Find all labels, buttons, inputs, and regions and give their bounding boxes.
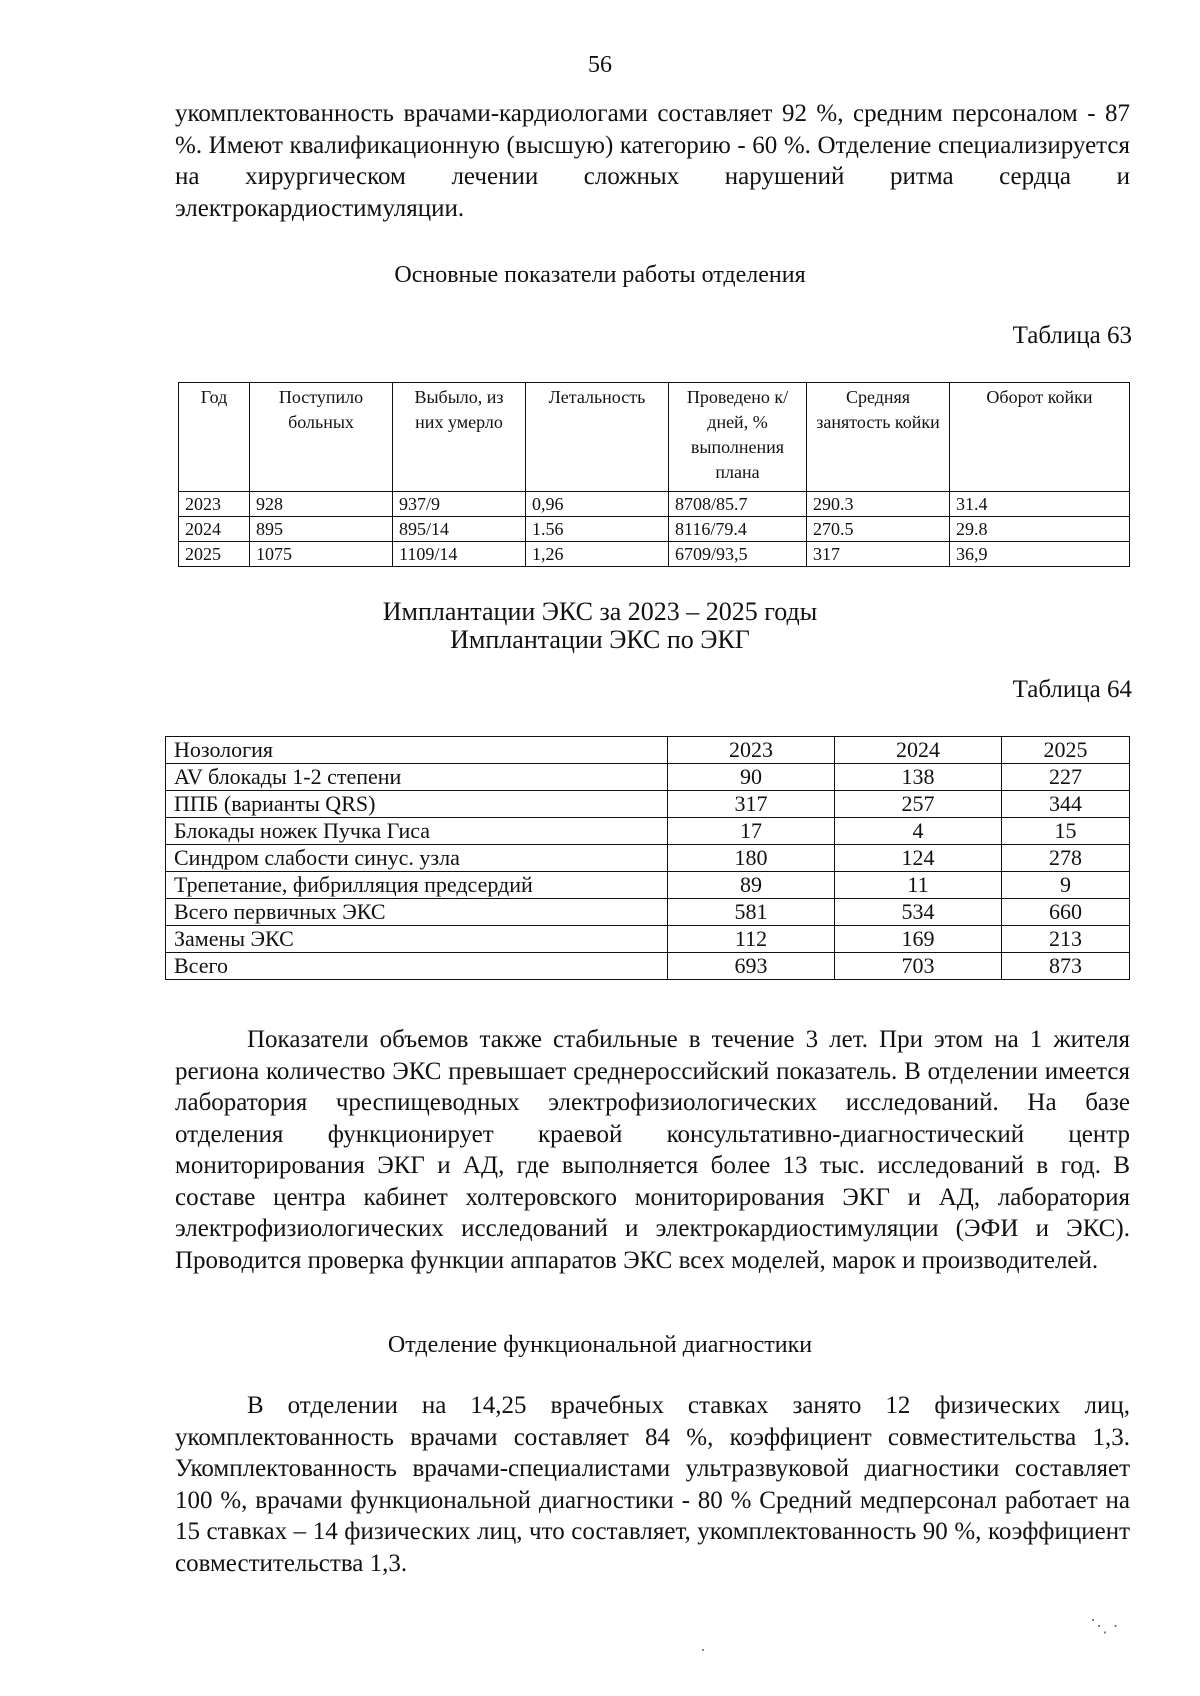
- table-cell: 1.56: [526, 517, 669, 542]
- table-cell: 660: [1002, 899, 1130, 926]
- table-cell: 873: [1002, 953, 1130, 980]
- table-cell: 895: [250, 517, 393, 542]
- scan-speckle-icon: ⋱ ·: [1090, 1616, 1119, 1636]
- table63-header-row: [179, 383, 1130, 492]
- table-cell: 1109/14: [393, 542, 526, 567]
- table64-title-line2: Имплантации ЭКС по ЭКГ: [450, 625, 750, 654]
- table64-title-line1: Имплантации ЭКС за 2023 – 2025 годы: [382, 597, 818, 626]
- table64-header-row: [166, 737, 1130, 764]
- table63-header-lethality: Летальность: [526, 383, 669, 492]
- table-cell: 8116/79.4: [669, 517, 807, 542]
- final-text: В отделении на 14,25 врачебных ставках занято 12 физических лиц, укомплектованность врачами составляет 84 %, коэффициент совместительства 1,3. Укомплектованность врачами-специалистами ультразвуковой диагностики составляет 100 %, врачами функциональной диагностики - 80 % Средний медперсонал работает на 15 ставках – 14 физических лиц, что составляет, укомплектованность 90 %, коэффициент совместительства 1,3.: [175, 1392, 1130, 1577]
- table-cell: 534: [835, 899, 1002, 926]
- table-64: [165, 736, 1130, 980]
- table-cell: 278: [1002, 845, 1130, 872]
- volume-text: Показатели объемов также стабильные в течение 3 лет. При этом на 1 жителя региона количество ЭКС превышает среднероссийский показатель. В отделении имеется лаборатория чреспищеводных электрофизиологических исследований. На базе отделения функционирует краевой консультативно-диагностический центр мониторирования ЭКГ и АД, где выполняется более 13 тыс. исследований в год. В составе центра кабинет холтеровского мониторирования ЭКГ и АД, лаборатория электрофизиологических исследований и электрокардиостимуляции (ЭФИ и ЭКС). Проводится проверка функции аппаратов ЭКС всех моделей, марок и производителей.: [175, 1026, 1130, 1274]
- table-cell: 693: [668, 953, 835, 980]
- table-cell: 895/14: [393, 517, 526, 542]
- table64-header-2025: 2025: [1002, 737, 1130, 764]
- table-row: [166, 872, 1130, 899]
- table63-header-bed-days: Проведено к/дней, % выполнения плана: [669, 383, 807, 492]
- table-cell: 2023: [179, 492, 250, 517]
- scan-dot-icon: ·: [700, 1640, 706, 1660]
- table-row: [179, 542, 1130, 567]
- table64-header-nosology: Нозология: [166, 737, 668, 764]
- table64-label: Таблица 64: [1012, 676, 1132, 703]
- table63-header-admitted: Поступило больных: [250, 383, 393, 492]
- table-cell: 581: [668, 899, 835, 926]
- table64-header-2024: 2024: [835, 737, 1002, 764]
- intro-text: укомплектованность врачами-кардиологами составляет 92 %, средним персоналом - 87 %. Имеют квалификационную (высшую) категорию - 60 %. Отделение специализируется на хирургическом лечении сложных нарушений ритма сердца и электрокардиостимуляции.: [175, 100, 1130, 222]
- table-cell: 90: [668, 764, 835, 791]
- table-cell: AV блокады 1-2 степени: [166, 764, 668, 791]
- table-cell: 317: [807, 542, 950, 567]
- table-cell: 8708/85.7: [669, 492, 807, 517]
- table-cell: 138: [835, 764, 1002, 791]
- table63-header-bed-occupancy: Средняя занятость койки: [807, 383, 950, 492]
- volume-paragraph: [175, 1024, 1130, 1276]
- table-cell: 89: [668, 872, 835, 899]
- table-cell: 15: [1002, 818, 1130, 845]
- table-cell: Замены ЭКС: [166, 926, 668, 953]
- table-cell: 36,9: [950, 542, 1130, 567]
- table-cell: Трепетание, фибрилляция предсердий: [166, 872, 668, 899]
- table-cell: 17: [668, 818, 835, 845]
- table-cell: 6709/93,5: [669, 542, 807, 567]
- table-cell: 2025: [179, 542, 250, 567]
- table-row: [166, 791, 1130, 818]
- table-cell: 180: [668, 845, 835, 872]
- table-row: [166, 899, 1130, 926]
- table-cell: 270.5: [807, 517, 950, 542]
- table-cell: 317: [668, 791, 835, 818]
- final-paragraph: [175, 1390, 1130, 1579]
- table-cell: 124: [835, 845, 1002, 872]
- section-title: Отделение функциональной диагностики: [387, 1332, 813, 1358]
- table-cell: 31.4: [950, 492, 1130, 517]
- table-cell: 9: [1002, 872, 1130, 899]
- table-cell: 11: [835, 872, 1002, 899]
- table-row: [166, 845, 1130, 872]
- table-cell: 928: [250, 492, 393, 517]
- page-number: 56: [588, 52, 612, 78]
- table-row: [166, 764, 1130, 791]
- table-cell: 937/9: [393, 492, 526, 517]
- table-row: [179, 517, 1130, 542]
- table-row: [166, 953, 1130, 980]
- table-cell: 213: [1002, 926, 1130, 953]
- table63-header-year: Год: [179, 383, 250, 492]
- table-cell: ППБ (варианты QRS): [166, 791, 668, 818]
- table-cell: 1,26: [526, 542, 669, 567]
- intro-paragraph: [175, 98, 1130, 224]
- table-row: [166, 926, 1130, 953]
- table-cell: Синдром слабости синус. узла: [166, 845, 668, 872]
- table64-header-2023: 2023: [668, 737, 835, 764]
- table-cell: Блокады ножек Пучка Гиса: [166, 818, 668, 845]
- table-cell: 344: [1002, 791, 1130, 818]
- table-row: [179, 492, 1130, 517]
- table-cell: 703: [835, 953, 1002, 980]
- table-cell: 29.8: [950, 517, 1130, 542]
- table63-title: Основные показатели работы отделения: [394, 262, 806, 288]
- table-cell: Всего первичных ЭКС: [166, 899, 668, 926]
- table-cell: 4: [835, 818, 1002, 845]
- table-cell: 0,96: [526, 492, 669, 517]
- table-row: [166, 818, 1130, 845]
- table-63: [178, 382, 1130, 567]
- table-cell: 257: [835, 791, 1002, 818]
- table-cell: 227: [1002, 764, 1130, 791]
- table-cell: 112: [668, 926, 835, 953]
- table-cell: Всего: [166, 953, 668, 980]
- table-cell: 290.3: [807, 492, 950, 517]
- table-cell: 1075: [250, 542, 393, 567]
- table63-label: Таблица 63: [1012, 322, 1132, 349]
- table63-header-discharged: Выбыло, из них умерло: [393, 383, 526, 492]
- table-cell: 169: [835, 926, 1002, 953]
- table-cell: 2024: [179, 517, 250, 542]
- table63-header-bed-turnover: Оборот койки: [950, 383, 1130, 492]
